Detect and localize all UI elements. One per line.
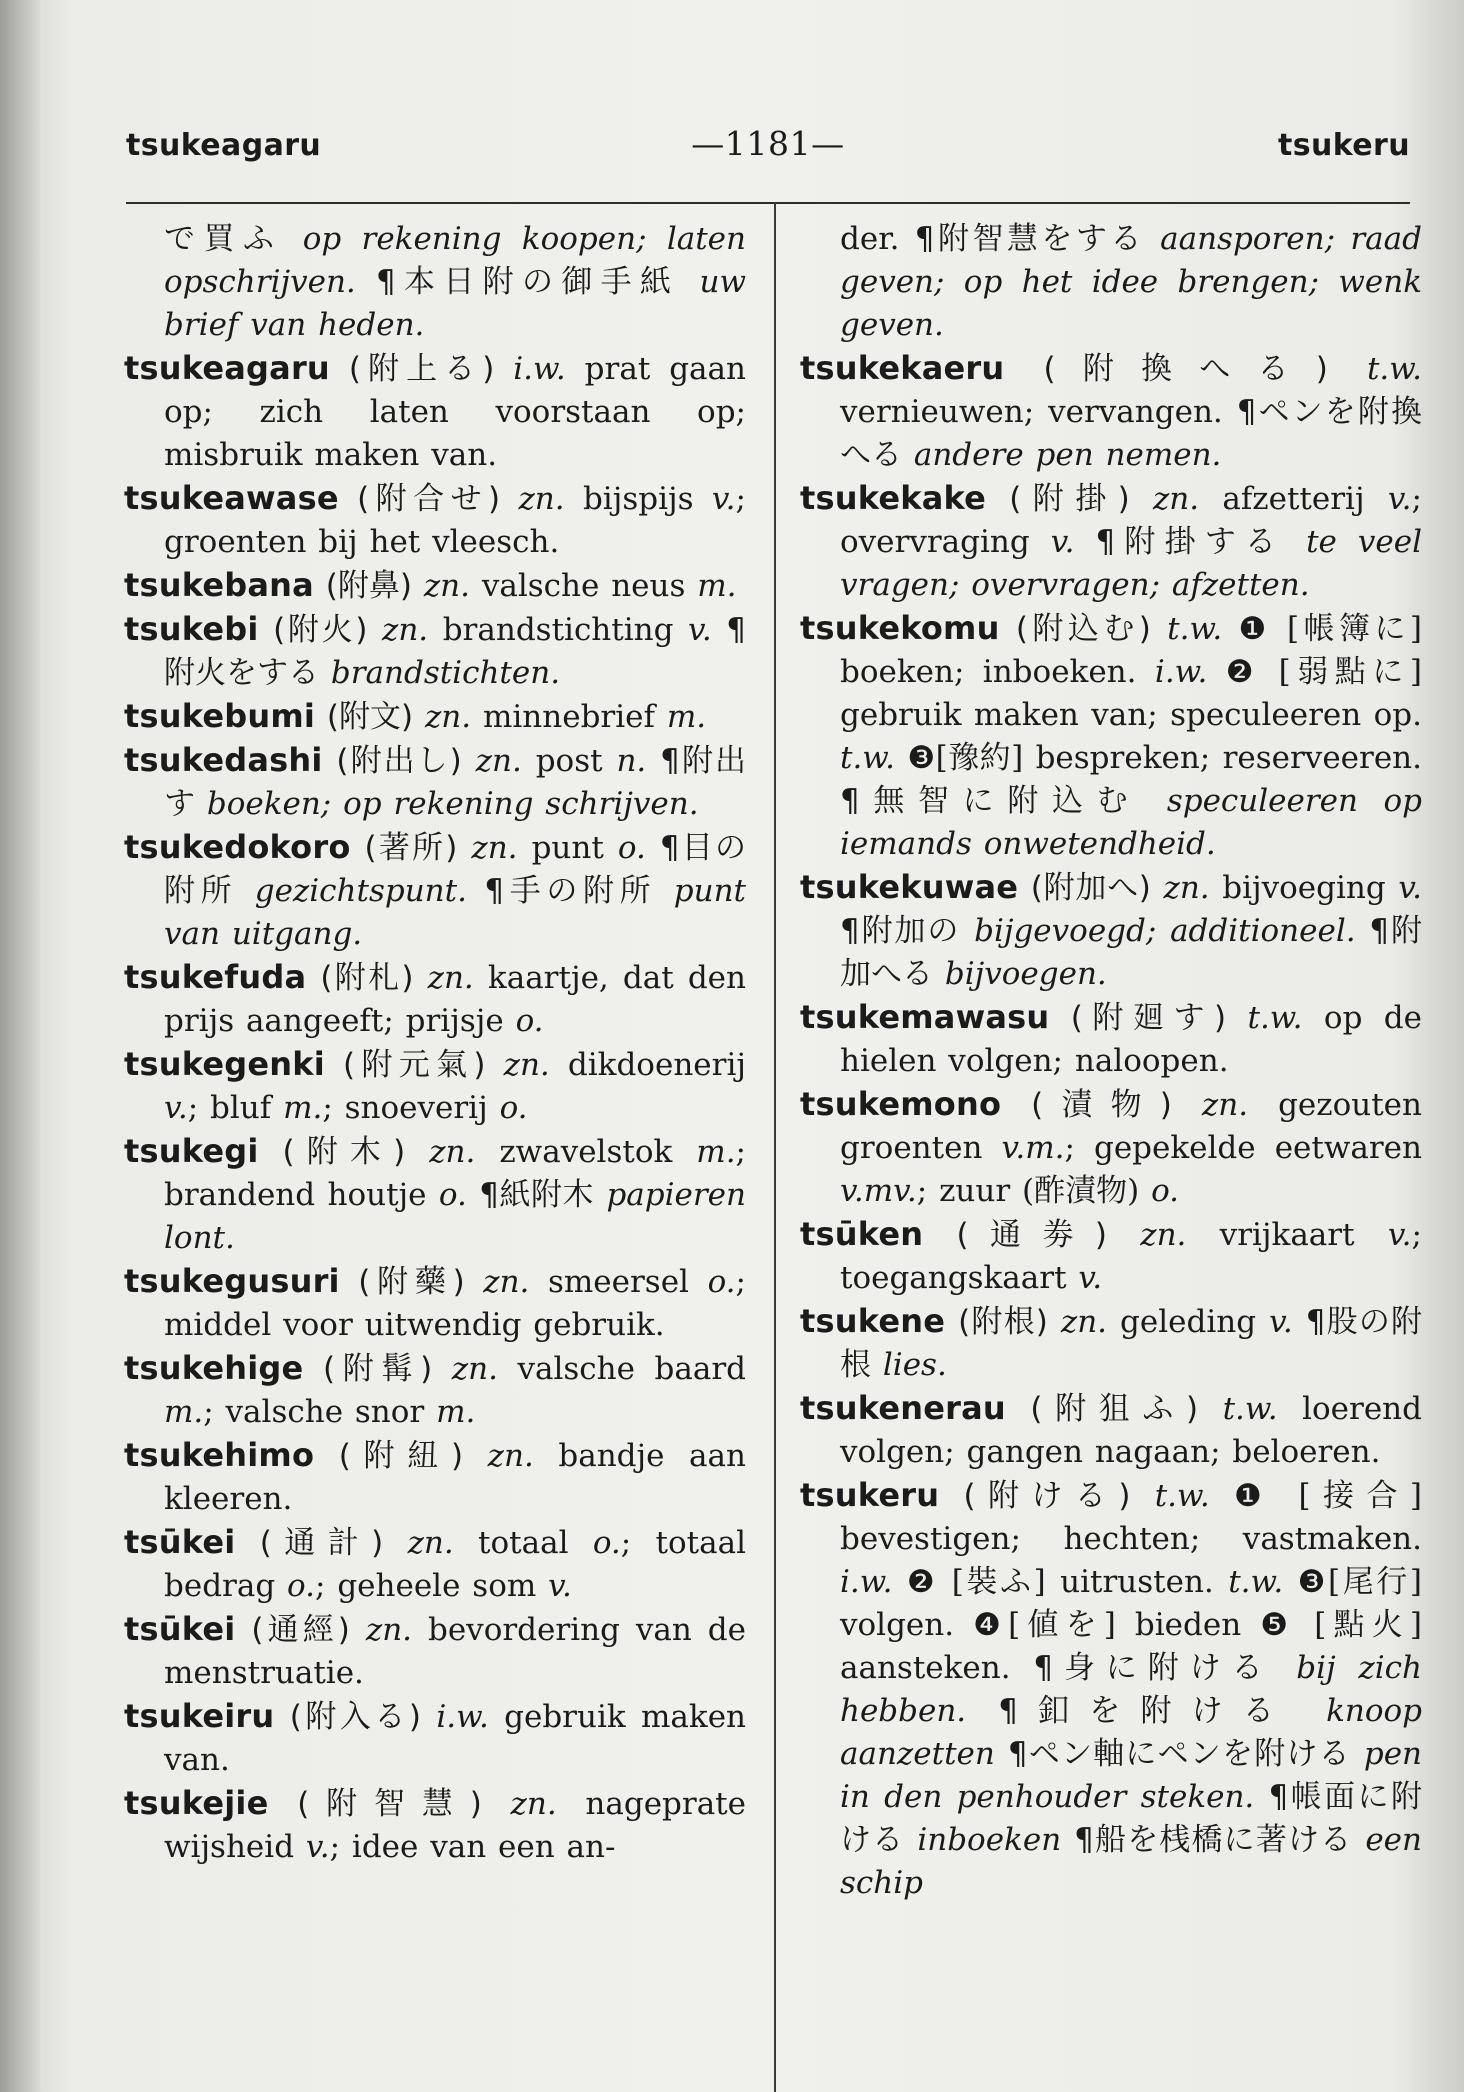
dictionary-entry: [124, 1521, 746, 1608]
entry-text: uw brief van heden.: [164, 264, 746, 343]
entry-text: o.: [617, 830, 646, 866]
entry-headword: tsūkei: [124, 1523, 236, 1561]
entry-headword: tsukekake: [800, 479, 987, 517]
entry-text: v.: [1050, 524, 1075, 560]
entry-text: zn.: [503, 1047, 550, 1083]
entry-text: v.mv.: [840, 1173, 917, 1209]
entry-text: (附上る): [329, 351, 514, 387]
dictionary-entry: [124, 347, 746, 477]
entry-text: gezichtspunt.: [254, 873, 467, 909]
entry-headword: tsukeiru: [124, 1697, 275, 1735]
entry-text: prat gaan op; zich laten voorstaan op; misbruik maken van.: [164, 351, 746, 473]
entry-text: post: [521, 743, 617, 779]
entry-text: ¶股の附根: [840, 1304, 1422, 1383]
entry-text: (附狙ふ): [1005, 1391, 1223, 1427]
entry-text: zn.: [1152, 481, 1200, 517]
left-guide-word: tsukeagaru: [126, 128, 322, 163]
dictionary-entry: [800, 1387, 1422, 1474]
entry-text: zn.: [487, 1438, 534, 1474]
entry-text: te veel vragen; overvragen; afzetten.: [840, 524, 1422, 603]
entry-text: ❶ [帳簿に] boeken; inboeken.: [840, 611, 1422, 690]
entry-text: ❸[尾行] volgen. ❹[値を] bieden ❺ [點火] aansteken.: [840, 1564, 1422, 1686]
entry-text: v.: [548, 1568, 572, 1604]
dictionary-entry: [124, 1434, 746, 1521]
entry-text: bijspijs: [564, 481, 712, 517]
entry-text: op de hielen volgen; naloopen.: [840, 1000, 1422, 1079]
left-column: [124, 218, 746, 2092]
entry-text: ¶ペン軸にペンを附ける: [994, 1736, 1364, 1772]
entry-text: m.: [666, 699, 707, 735]
dictionary-entry: [800, 1474, 1422, 1905]
entry-headword: tsukebana: [124, 566, 314, 604]
page-spine-shadow: [0, 0, 42, 2092]
entry-text: ¶船を桟橋に著ける: [1061, 1822, 1366, 1858]
entry-text: i.w.: [840, 1564, 893, 1600]
entry-headword: tsukebi: [124, 610, 259, 648]
entry-text: o.: [499, 1090, 528, 1126]
entry-text: ; bluf: [187, 1090, 284, 1126]
dictionary-entry: [800, 1083, 1422, 1213]
entry-text: (附換へる): [1004, 351, 1367, 387]
entry-text: ¶附加の: [840, 913, 975, 949]
dictionary-entry: [800, 347, 1422, 477]
entry-text: nageprate wijsheid: [164, 1786, 746, 1865]
entry-text: bijvoeging: [1209, 870, 1399, 906]
entry-text: (附髯): [303, 1351, 452, 1387]
entry-text: afzetterij: [1199, 481, 1388, 517]
entry-text: ¶附火をする: [164, 612, 746, 691]
entry-text: op rekening koopen; laten opschrijven.: [164, 221, 746, 300]
entry-text: (附紐): [314, 1438, 488, 1474]
entry-text: bijvoegen.: [944, 956, 1107, 992]
entry-text: (附木): [258, 1134, 430, 1170]
entry-headword: tsukeru: [800, 1476, 940, 1514]
entry-text: (附加へ): [1018, 870, 1164, 906]
entry-text: (附智慧): [268, 1786, 511, 1822]
entry-headword: tsūkei: [124, 1610, 236, 1648]
dictionary-entry: [800, 996, 1422, 1083]
entry-text: inboeken: [917, 1822, 1062, 1858]
dictionary-entry: [800, 866, 1422, 996]
entry-text: een schip: [840, 1822, 1422, 1901]
entry-text: (附火): [258, 612, 382, 648]
entry-text: minnebrief: [471, 699, 667, 735]
entry-text: (通計): [235, 1525, 408, 1561]
entry-text: zn.: [1140, 1217, 1187, 1253]
entry-text: ❷ [裝ふ] uitrusten.: [892, 1564, 1229, 1600]
entry-text: n.: [616, 743, 647, 779]
entry-text: brandstichten.: [330, 655, 561, 691]
entry-text: ; overvraging: [840, 481, 1422, 560]
entry-text: punt: [517, 830, 618, 866]
entry-text: o.: [592, 1525, 621, 1561]
entry-headword: tsukenerau: [800, 1389, 1006, 1427]
entry-text: ❶ [接合] bevestigen; hechten; vastmaken.: [840, 1478, 1422, 1557]
entry-text: ; brandend houtje: [164, 1134, 746, 1213]
entry-text: (通經): [235, 1612, 366, 1648]
entry-text: (附込む): [999, 611, 1168, 647]
entry-headword: tsukedokoro: [124, 828, 351, 866]
entry-text: (附廻す): [1049, 1000, 1248, 1036]
entry-text: ; totaal bedrag: [164, 1525, 746, 1604]
entry-text: bevordering van de menstruatie.: [164, 1612, 746, 1691]
entry-text: pen in den penhouder steken.: [840, 1736, 1422, 1815]
entry-text: ¶附掛する: [1074, 524, 1307, 560]
entry-text: (附鼻): [313, 568, 424, 604]
column-divider: [774, 202, 776, 2092]
entry-text: vrijkaart: [1186, 1217, 1388, 1253]
entry-text: o.: [287, 1568, 316, 1604]
entry-text: (著所): [350, 830, 472, 866]
entry-headword: tsukekomu: [800, 609, 1000, 647]
entry-text: v.: [711, 481, 736, 517]
entry-text: valsche neus: [470, 568, 698, 604]
entry-text: t.w.: [1366, 351, 1422, 387]
entry-headword: tsūken: [800, 1215, 924, 1253]
entry-text: knoop aanzetten: [840, 1693, 1422, 1772]
entry-text: ¶手の附所: [466, 873, 674, 909]
entry-text: (附入る): [274, 1699, 437, 1735]
entry-text: bandje aan kleeren.: [164, 1438, 746, 1517]
entry-text: zn.: [518, 481, 565, 517]
dictionary-entry: [800, 607, 1422, 866]
entry-text: (通劵): [923, 1217, 1141, 1253]
dictionary-entry: [124, 608, 746, 695]
entry-text: i.w.: [1154, 654, 1208, 690]
entry-text: aansporen; raad geven; op het idee brengen; wenk geven.: [840, 221, 1422, 343]
dictionary-entry: [124, 1695, 746, 1782]
entry-text: zn.: [510, 1786, 557, 1822]
dictionary-entry: [124, 1043, 746, 1130]
dictionary-entry: [124, 739, 746, 826]
entry-text: t.w.: [1222, 1391, 1278, 1427]
entry-text: ; valsche snor: [203, 1394, 437, 1430]
entry-headword: tsukebumi: [124, 697, 316, 735]
entry-headword: tsukemawasu: [800, 998, 1050, 1036]
entry-headword: tsukedashi: [124, 741, 323, 779]
entry-continuation: [800, 218, 1422, 347]
entry-headword: tsukekuwae: [800, 868, 1019, 906]
entry-text: ❷ [弱點に] gebruik maken van; speculeeren op.: [840, 654, 1422, 733]
entry-text: ¶附加へる: [840, 913, 1422, 992]
dictionary-entry: [800, 1300, 1422, 1387]
entry-text: o.: [707, 1264, 736, 1300]
entry-headword: tsukefuda: [124, 958, 307, 996]
entry-text: zn.: [381, 612, 429, 648]
entry-text: zn.: [483, 1264, 530, 1300]
entry-text: m.: [164, 1394, 204, 1430]
entry-continuation: [124, 218, 746, 347]
entry-text: ¶目の附所: [164, 830, 746, 909]
entry-text: ; middel voor uitwendig gebruik.: [164, 1264, 746, 1343]
entry-text: (附藥): [339, 1264, 484, 1300]
dictionary-entry: [124, 564, 746, 608]
entry-text: gebruik maken van.: [164, 1699, 746, 1778]
entry-text: smeersel: [529, 1264, 708, 1300]
entry-text: o.: [438, 1177, 467, 1213]
entry-text: v.m.: [1001, 1130, 1065, 1166]
entry-text: (附札): [306, 960, 428, 996]
entry-text: zn.: [451, 1351, 498, 1387]
entry-text: t.w.: [840, 740, 896, 776]
entry-headword: tsukegi: [124, 1132, 259, 1170]
entry-text: geleding: [1107, 1304, 1270, 1340]
entry-text: boeken; op rekening schrijven.: [206, 786, 699, 822]
entry-text: v.: [1387, 481, 1412, 517]
entry-text: で買ふ: [164, 221, 303, 257]
entry-text: papieren lont.: [164, 1177, 746, 1256]
dictionary-entry: [124, 1130, 746, 1260]
dictionary-entry: [800, 1213, 1422, 1300]
entry-text: i.w.: [513, 351, 566, 387]
entry-text: brandstichting: [428, 612, 689, 648]
entry-text: i.w.: [436, 1699, 489, 1735]
entry-text: punt van uitgang.: [164, 873, 746, 952]
entry-text: valsche baard: [497, 1351, 746, 1387]
entry-text: (附合せ): [338, 481, 519, 517]
entry-text: ; geheele som: [315, 1568, 549, 1604]
page-number: —1181—: [691, 124, 845, 163]
entry-text: t.w.: [1167, 611, 1223, 647]
entry-text: totaal: [453, 1525, 593, 1561]
entry-text: (附ける): [939, 1478, 1155, 1514]
entry-text: o.: [515, 1003, 544, 1039]
dictionary-entry: [124, 1347, 746, 1434]
entry-headword: tsukene: [800, 1302, 946, 1340]
entry-text: v.: [1269, 1304, 1293, 1340]
dictionary-entry: [124, 695, 746, 739]
entry-text: zn.: [407, 1525, 454, 1561]
entry-text: bijgevoegd; additioneel.: [974, 913, 1356, 949]
entry-text: ¶附出す: [164, 743, 746, 822]
entry-text: ¶無智に附込む: [840, 783, 1167, 819]
entry-text: t.w.: [1228, 1564, 1284, 1600]
entry-text: m.: [697, 568, 737, 604]
entry-headword: tsukegenki: [124, 1045, 325, 1083]
entry-text: (附出し): [322, 743, 476, 779]
entry-text: vernieuwen; vervangen.: [840, 394, 1223, 430]
entry-text: bij zich hebben.: [840, 1650, 1422, 1729]
entry-text: ¶紙附木: [466, 1177, 607, 1213]
entry-text: v.: [1078, 1260, 1103, 1296]
entry-text: speculeeren op iemands onwetendheid.: [840, 783, 1422, 862]
entry-text: ¶本日附の御手紙: [355, 264, 700, 300]
entry-text: zn.: [1201, 1087, 1249, 1123]
entry-text: andere pen nemen.: [913, 437, 1222, 473]
entry-text: ; gepekelde eetwaren: [1064, 1130, 1422, 1166]
header-rule: [126, 202, 1410, 204]
entry-headword: tsukehige: [124, 1349, 304, 1387]
entry-text: ; toegangskaart: [840, 1217, 1422, 1296]
entry-text: zn.: [475, 743, 522, 779]
entry-headword: tsukehimo: [124, 1436, 315, 1474]
entry-text: zn.: [471, 830, 518, 866]
entry-text: zn.: [424, 699, 472, 735]
entry-text: ¶身に附ける: [1010, 1650, 1297, 1686]
entry-text: ¶帳面に附ける: [840, 1779, 1422, 1858]
entry-text: v.: [1387, 1217, 1412, 1253]
entry-text: ; snoeverij: [322, 1090, 500, 1126]
entry-text: t.w.: [1154, 1478, 1210, 1514]
entry-text: ¶附智慧をする: [899, 221, 1161, 257]
entry-text: zn.: [365, 1612, 413, 1648]
entry-text: ; groenten bij het vleesch.: [164, 481, 746, 560]
dictionary-entry: [124, 826, 746, 956]
entry-headword: tsukejie: [124, 1784, 269, 1822]
entry-text: ¶ペンを附換へる: [840, 394, 1422, 473]
entry-headword: tsukeagaru: [124, 349, 330, 387]
entry-text: ; idee van een an-: [329, 1829, 616, 1865]
dictionary-entry: [124, 956, 746, 1043]
entry-text: (附文): [315, 699, 425, 735]
entry-headword: tsukekaeru: [800, 349, 1005, 387]
entry-text: der.: [840, 221, 900, 257]
page-header: [126, 124, 1410, 176]
entry-text: zn.: [1163, 870, 1210, 906]
dictionary-entry: [124, 477, 746, 564]
entry-text: (附根): [945, 1304, 1061, 1340]
entry-text: kaartje, dat den prijs aangeeft; prijsje: [164, 960, 746, 1039]
dictionary-entry: [124, 1260, 746, 1347]
entry-text: v.: [1398, 870, 1422, 906]
entry-text: v.: [305, 1829, 330, 1865]
entry-text: zn.: [427, 960, 474, 996]
entry-text: lies.: [882, 1347, 947, 1383]
dictionary-entry: [124, 1782, 746, 1869]
entry-text: (漬物): [1001, 1087, 1202, 1123]
right-column: [800, 218, 1422, 2092]
entry-text: v.: [164, 1090, 188, 1126]
entry-text: zn.: [423, 568, 470, 604]
dictionary-entry: [124, 1608, 746, 1695]
entry-text: o.: [1151, 1173, 1180, 1209]
entry-text: m.: [436, 1394, 476, 1430]
entry-headword: tsukeawase: [124, 479, 339, 517]
entry-text: (附掛): [986, 481, 1153, 517]
entry-text: t.w.: [1247, 1000, 1303, 1036]
entry-text: gezouten groenten: [840, 1087, 1422, 1166]
entry-text: ¶釦を附ける: [966, 1693, 1327, 1729]
right-guide-word: tsukeru: [1278, 128, 1410, 163]
entry-text: ❸[豫約] bespreken; reserveeren.: [895, 740, 1422, 776]
entry-headword: tsukegusuri: [124, 1262, 340, 1300]
entry-text: loerend volgen; gangen nagaan; beloeren.: [840, 1391, 1422, 1470]
entry-text: m.: [283, 1090, 323, 1126]
entry-text: dikdoenerij: [549, 1047, 746, 1083]
dictionary-entry: [800, 477, 1422, 607]
entry-text: v.: [688, 612, 712, 648]
entry-text: zn.: [429, 1134, 476, 1170]
entry-text: (附元氣): [324, 1047, 504, 1083]
entry-text: m.: [696, 1134, 736, 1170]
entry-headword: tsukemono: [800, 1085, 1002, 1123]
entry-text: zwavelstok: [475, 1134, 697, 1170]
entry-text: ; zuur (酢漬物): [916, 1173, 1152, 1209]
entry-text: zn.: [1060, 1304, 1108, 1340]
